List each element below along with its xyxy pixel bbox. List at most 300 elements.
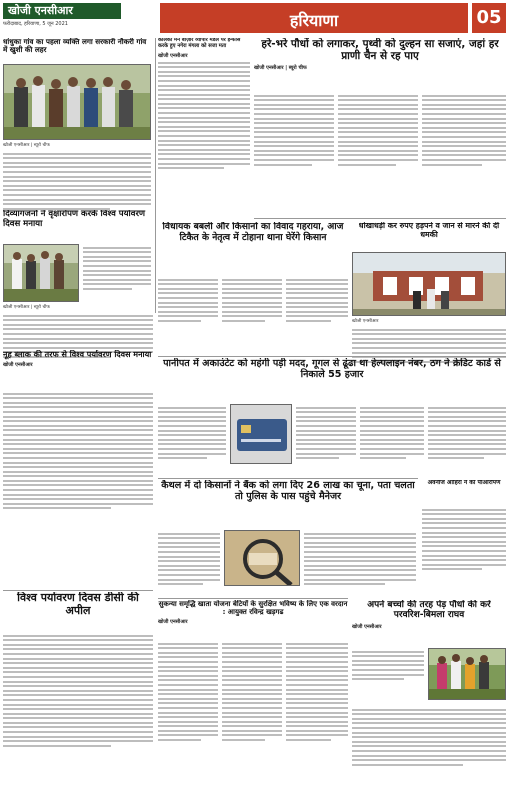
text-line [3,722,153,724]
text-line [338,131,418,133]
text-line [158,75,250,77]
text-line [286,707,348,709]
story-bank-fraud [158,480,418,528]
text-line [254,131,334,133]
text-line [352,718,506,720]
text-line [3,439,153,441]
section-divider [3,590,153,591]
text-line [254,145,334,147]
text-line [254,136,334,138]
story-headline: अपने बच्चों की तरह पेड़ पौधों की करें परवरिश-बिमला राघव [367,600,491,621]
text-line [422,545,506,547]
text-line [338,154,418,156]
body-text [360,404,424,462]
credit-card-image [231,405,292,464]
story-headline: धांधुका गांव का पहला व्यक्ति लगा सरकारी नौकरी गांव में खुशी की लहर [3,38,147,55]
text-line [428,411,506,413]
text-line [3,185,151,187]
text-line [286,712,348,714]
text-line [3,708,153,710]
text-line [222,311,282,313]
text-line [352,750,506,752]
text-line [304,569,416,571]
story-headline: दिव्यांगजनों ने वृक्षारोपण करके विश्व पर्यावरण दिवस मनाया [3,210,146,229]
text-line [3,713,153,715]
text-line [338,159,418,161]
story-children-plants [352,600,506,636]
text-line [3,397,153,399]
text-line [158,167,224,169]
text-line [3,648,153,650]
text-line [286,656,348,658]
text-line [222,730,282,732]
text-line [352,660,424,662]
text-line [222,647,282,649]
text-line [360,453,424,455]
text-line [158,158,250,160]
text-line [254,141,334,143]
text-line [286,279,348,281]
story-panchayat [158,38,250,218]
text-line [3,411,153,413]
text-line [158,725,218,727]
text-line [158,661,218,663]
text-line [296,453,356,455]
text-line [286,689,348,691]
tree-planting-image [4,245,79,302]
story-byline: खोजी एनसीआर [158,52,188,59]
text-line [254,154,334,156]
text-line [158,443,226,445]
text-line [158,652,218,654]
text-line [3,635,153,637]
text-line [158,684,218,686]
story-headline: हरे-भरे पौधों को लगाकर, पृथ्वी को दुल्हन सा सजाएं, जहां हर प्राणी चैन से रह पाए [261,38,499,63]
text-line [428,448,506,450]
body-text [352,648,424,683]
text-line [3,507,111,509]
text-line [3,176,151,178]
text-line [422,99,506,101]
text-line [422,541,506,543]
text-line [286,283,348,285]
text-line [422,159,506,161]
text-line [83,251,151,253]
text-line [428,443,506,445]
text-line [222,707,282,709]
text-line [3,681,153,683]
text-line [3,319,153,321]
text-line [158,411,226,413]
text-line [3,315,153,317]
text-line [422,122,506,124]
text-line [286,739,331,741]
body-text [3,632,153,749]
body-text [158,62,250,170]
text-line [338,104,418,106]
text-line [352,745,506,747]
text-line [222,689,282,691]
body-text [338,92,418,168]
text-line [3,443,153,445]
text-line [158,85,250,87]
planting-event-image [429,649,506,700]
text-line [360,411,424,413]
text-line [158,656,218,658]
text-line [286,734,348,736]
text-line [286,306,348,308]
text-line [83,260,151,262]
text-line [83,288,132,290]
text-line [352,674,424,676]
text-line [3,498,153,500]
text-line [296,411,356,413]
section-title: हरियाणा [289,11,339,30]
text-line [158,107,250,109]
text-line [3,494,153,496]
text-line [83,274,151,276]
text-line [304,565,416,567]
text-line [352,755,506,757]
text-line [3,466,153,468]
text-line [254,95,334,97]
text-line [3,639,153,641]
text-line [286,702,348,704]
text-line [83,265,151,267]
text-line [3,434,153,436]
text-line [3,452,153,454]
text-line [83,256,151,258]
text-line [254,159,334,161]
text-line [286,693,348,695]
text-line [286,679,348,681]
story-headline: कालका मेन बाज़ार व्यापार मंडल पर इन्फोर्स करके हुए नगेरा मंगला को सजा मता [158,38,241,49]
text-line [286,643,348,645]
text-line [3,699,153,701]
text-line [3,429,153,431]
text-line [286,297,348,299]
text-line [296,407,356,409]
text-line [3,153,151,155]
text-line [3,194,151,196]
text-line [158,712,218,714]
text-line [222,725,282,727]
text-line [3,704,153,706]
text-line [158,551,220,553]
text-line [158,707,218,709]
text-line [296,416,356,418]
text-line [428,439,506,441]
body-text [222,276,282,325]
plantation-photo [3,64,151,140]
text-line [3,489,153,491]
text-line [3,667,153,669]
story-headline: कैथल में दो किसानों ने बैंक को लगा दिए 26 लाख का चूना, पता चलता तो पुलिस के पास पहुंचे मैनेजर [161,480,415,503]
text-line [83,279,151,281]
text-line [254,164,312,166]
text-line [222,292,282,294]
text-line [158,739,201,741]
text-line [422,118,506,120]
story-byline: खोजी एनसीआर | ब्यूरो चीफ [254,65,307,72]
text-line [158,279,218,281]
text-line [428,457,484,459]
story-sukanya [158,600,348,634]
text-line [158,135,250,137]
text-line [3,328,153,330]
text-line [254,150,334,152]
text-line [158,416,226,418]
text-line [286,302,348,304]
text-line [222,652,282,654]
body-text [3,150,151,212]
text-line [158,163,250,165]
photo-caption: खोजी एनसीआर [352,319,379,324]
text-line [3,347,153,349]
text-line [304,533,416,535]
text-line [428,425,506,427]
text-line [338,118,418,120]
story-headline: पानीपत में अकाउंटेट को महंगी पड़ी मदद, गूगल से ढूंढा था हेल्पलाइन नंबर, ठग ने क्रेडिट कार्ड से निकाले 55 हजार [163,358,501,381]
text-line [222,675,282,677]
text-line [352,727,506,729]
text-line [338,141,418,143]
text-line [158,149,250,151]
body-text [422,92,506,168]
text-line [222,320,265,322]
masthead [0,0,508,38]
text-line [158,98,250,100]
body-text [83,244,151,293]
text-line [286,670,348,672]
text-line [422,532,506,534]
text-line [158,288,218,290]
text-line [422,145,506,147]
text-line [352,669,424,671]
text-line [338,145,418,147]
text-line [222,716,282,718]
text-line [338,127,418,129]
text-line [3,324,153,326]
text-line [222,684,282,686]
story-environment-day [3,210,153,240]
text-line [158,560,220,562]
text-line [360,430,424,432]
text-line [422,564,506,566]
text-line [3,333,153,335]
text-line [158,647,218,649]
text-line [158,306,218,308]
text-line [158,126,250,128]
text-line [286,652,348,654]
text-line [3,425,153,427]
text-line [158,448,226,450]
text-line [428,407,506,409]
text-line [158,679,218,681]
section-divider [254,218,506,219]
text-line [158,140,250,142]
text-line [422,513,506,515]
text-line [3,166,151,168]
text-line [158,556,220,558]
text-line [360,407,424,409]
text-line [254,99,334,101]
body-text [158,530,220,588]
text-line [422,131,506,133]
text-line [222,656,282,658]
text-line [3,480,153,482]
text-line [296,439,356,441]
text-line [304,574,416,576]
text-line [158,721,218,723]
body-text [428,404,506,462]
photo-caption: खोजी एनसीआर | ब्यूरो चीफ [3,143,50,148]
body-text [286,640,348,744]
text-line [3,740,153,742]
body-text [304,530,416,588]
text-line [158,94,250,96]
text-line [352,764,463,766]
text-line [222,679,282,681]
text-line [286,684,348,686]
text-line [3,199,151,201]
text-line [428,453,506,455]
text-line [360,416,424,418]
text-line [352,759,506,761]
text-line [158,716,218,718]
text-line [158,574,220,576]
text-line [360,420,424,422]
text-line [352,333,506,335]
text-line [222,693,282,695]
text-line [3,171,151,173]
text-line [422,141,506,143]
text-line [83,270,151,272]
text-line [158,579,220,581]
text-line [158,292,218,294]
text-line [158,302,218,304]
text-line [3,402,153,404]
section-divider [158,598,348,599]
text-line [304,551,416,553]
text-line [222,739,265,741]
story-headline: विश्व पर्यावरण दिवस डीसी की अपील [17,592,139,617]
text-line [338,108,418,110]
text-line [286,698,348,700]
text-line [222,306,282,308]
body-text [158,276,218,325]
text-line [158,407,226,409]
text-line [158,66,250,68]
story-dc-appeal [3,592,153,628]
body-text [158,404,226,462]
text-line [352,329,506,331]
text-line [286,721,348,723]
text-line [422,518,506,520]
text-line [286,675,348,677]
text-line [222,288,282,290]
text-line [3,457,153,459]
text-line [158,643,218,645]
body-text [422,506,506,573]
text-line [360,425,424,427]
text-line [158,420,226,422]
text-line [158,457,207,459]
text-line [422,550,506,552]
text-line [3,690,153,692]
text-line [158,453,226,455]
text-line [3,157,151,159]
environment-photo [3,244,79,302]
text-line [296,425,356,427]
text-line [222,712,282,714]
text-line [3,694,153,696]
text-line [360,457,406,459]
text-line [158,103,250,105]
text-line [3,162,151,164]
text-line [422,527,506,529]
story-byline: खोजी एनसीआर [352,623,382,630]
text-line [254,118,334,120]
text-line [352,342,506,344]
text-line [304,546,416,548]
text-line [286,666,348,668]
text-line [3,203,151,205]
text-line [222,698,282,700]
text-line [338,136,418,138]
text-line [158,425,226,427]
text-line [422,164,482,166]
text-line [286,716,348,718]
text-line [222,702,282,704]
text-line [3,503,153,505]
text-line [360,443,424,445]
text-line [422,150,506,152]
text-line [422,108,506,110]
text-line [3,662,153,664]
text-line [222,297,282,299]
text-line [3,736,153,738]
text-line [422,568,482,570]
text-line [3,475,153,477]
section-banner [160,3,468,33]
text-line [222,315,282,317]
text-line [158,130,250,132]
newspaper-brand: खोजी एनसीआर [3,3,121,19]
text-line [422,522,506,524]
text-line [304,579,416,581]
dateline: फरीदाबाद, हरियाणा, 5 जून 2021 [3,21,68,27]
text-line [352,741,506,743]
text-line [304,537,416,539]
group-photo-image [4,65,151,140]
text-line [304,560,416,562]
text-line [158,439,226,441]
text-line [422,555,506,557]
text-line [158,730,218,732]
story-byline: खोजी एनसीआर [158,619,188,626]
text-line [352,678,404,680]
text-line [3,338,153,340]
text-line [3,342,153,344]
text-line [3,484,153,486]
text-line [286,288,348,290]
section-divider [158,356,506,357]
text-line [352,352,506,354]
text-line [338,122,418,124]
text-line [422,136,506,138]
body-text [254,92,334,168]
